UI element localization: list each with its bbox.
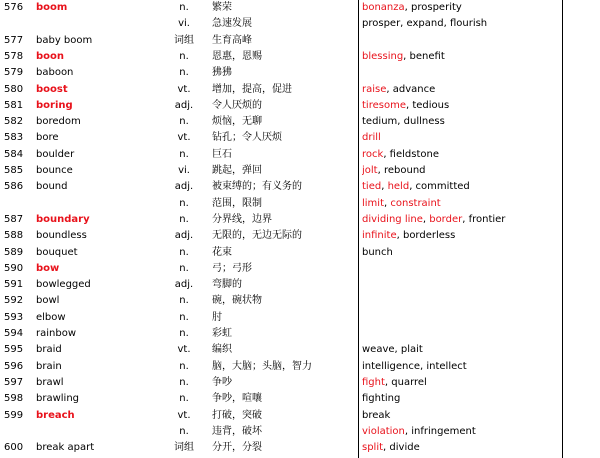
entry-number: 583 <box>4 132 24 144</box>
entry-number: 578 <box>4 50 24 62</box>
entry-number: 597 <box>4 376 24 388</box>
synonym-highlighted: drill <box>362 132 381 144</box>
english-synonyms <box>362 228 598 244</box>
synonym-highlighted: split <box>362 442 384 454</box>
headword: boredom <box>36 116 81 128</box>
synonym-text: prosper, expand, flourish <box>362 18 488 30</box>
entry-number: 596 <box>4 360 24 372</box>
chinese-meaning: 范围，限制 <box>212 197 262 209</box>
synonym-highlighted: tied <box>362 181 382 193</box>
chinese-meaning: 巨石 <box>212 148 232 160</box>
part-of-speech: n. <box>179 262 189 274</box>
table-row <box>0 408 600 424</box>
synonym-text: , <box>384 197 391 209</box>
headword: bowlegged <box>36 279 91 291</box>
headword: brawl <box>36 376 64 388</box>
synonym-text: , frontier <box>462 213 506 225</box>
synonym-highlighted: violation <box>362 425 405 437</box>
headword: brawling <box>36 393 80 405</box>
english-synonyms <box>362 33 598 49</box>
synonym-text: , quarrel <box>384 376 427 388</box>
english-synonyms <box>362 147 598 163</box>
headword: breach <box>36 409 75 421</box>
table-row <box>0 310 600 326</box>
table-row <box>0 261 600 277</box>
chinese-meaning: 分界线，边界 <box>212 213 272 225</box>
headword: boon <box>36 50 65 62</box>
synonym-text: fighting <box>362 393 401 405</box>
synonym-text: , tedious <box>405 99 450 111</box>
entry-number: 599 <box>4 409 24 421</box>
synonym-highlighted: constraint <box>390 197 441 209</box>
part-of-speech: vi. <box>178 18 190 30</box>
table-row <box>0 147 600 163</box>
part-of-speech: n. <box>179 295 189 307</box>
entry-number: 580 <box>4 83 24 95</box>
chinese-meaning: 无限的，无边无际的 <box>212 230 302 242</box>
entry-number <box>4 16 30 32</box>
entry-number: 600 <box>4 442 24 454</box>
english-synonyms <box>362 342 598 358</box>
table-row <box>0 359 600 375</box>
english-synonyms <box>362 16 598 32</box>
entry-number: 582 <box>4 116 24 128</box>
entry-number: 576 <box>4 2 24 13</box>
entry-number: 588 <box>4 230 24 242</box>
synonym-text: bunch <box>362 246 393 258</box>
synonym-text: , fieldstone <box>383 148 439 160</box>
chinese-meaning: 脑，大脑；头脑，智力 <box>212 360 312 372</box>
synonym-text: break <box>362 409 391 421</box>
synonym-text: , benefit <box>403 50 445 62</box>
part-of-speech: vt. <box>177 409 191 421</box>
chinese-meaning: 钻孔；令人厌烦 <box>212 132 282 144</box>
chinese-meaning: 肘 <box>212 311 222 323</box>
part-of-speech: n. <box>179 148 189 160</box>
synonym-text: , <box>422 213 430 225</box>
part-of-speech: 词组 <box>174 442 194 454</box>
chinese-meaning: 编织 <box>212 344 232 356</box>
part-of-speech: n. <box>179 50 189 62</box>
chinese-meaning: 急速发展 <box>212 18 252 30</box>
table-row <box>0 65 600 81</box>
table-row <box>0 440 600 456</box>
headword: rainbow <box>36 328 76 339</box>
entry-number: 594 <box>4 328 24 339</box>
table-row <box>0 212 600 228</box>
table-row <box>0 98 600 114</box>
part-of-speech: n. <box>179 67 189 79</box>
synonym-text: , <box>381 181 388 193</box>
part-of-speech: vt. <box>177 132 191 144</box>
english-synonyms <box>362 408 598 424</box>
chinese-meaning: 碗，碗状物 <box>212 295 262 307</box>
synonym-highlighted: rock <box>362 148 384 160</box>
synonym-text: , rebound <box>377 165 426 176</box>
headword: break apart <box>36 442 95 454</box>
entry-number: 598 <box>4 393 24 405</box>
entry-number: 585 <box>4 165 24 176</box>
headword <box>36 424 158 440</box>
synonym-text: , prosperity <box>404 2 462 13</box>
table-row <box>0 179 600 195</box>
headword: boundary <box>36 213 90 225</box>
english-synonyms <box>362 130 598 146</box>
part-of-speech: n. <box>179 311 189 323</box>
entry-number: 589 <box>4 246 24 258</box>
table-row <box>0 245 600 261</box>
part-of-speech: n. <box>179 2 189 13</box>
english-synonyms <box>362 196 598 212</box>
synonym-text: weave, plait <box>362 344 423 356</box>
english-synonyms <box>362 0 598 16</box>
part-of-speech: adj. <box>174 230 194 242</box>
english-synonyms <box>362 375 598 391</box>
part-of-speech: adj. <box>174 99 194 111</box>
synonym-highlighted: raise <box>362 83 387 95</box>
synonym-text: , advance <box>386 83 436 95</box>
part-of-speech: n. <box>179 360 189 372</box>
part-of-speech: vi. <box>178 165 190 176</box>
english-synonyms <box>362 82 598 98</box>
headword: boost <box>36 83 68 95</box>
english-synonyms <box>362 261 598 277</box>
entry-number: 581 <box>4 99 24 111</box>
table-row <box>0 228 600 244</box>
chinese-meaning: 分开，分裂 <box>212 442 262 454</box>
chinese-meaning: 打破，突破 <box>212 409 262 421</box>
chinese-meaning: 狒狒 <box>212 67 232 79</box>
entry-number <box>4 424 30 440</box>
table-row <box>0 130 600 146</box>
table-row <box>0 326 600 342</box>
synonym-highlighted: tiresome <box>362 99 406 111</box>
english-synonyms <box>362 114 598 130</box>
synonym-text: , borderless <box>396 230 456 242</box>
table-row <box>0 33 600 49</box>
part-of-speech: adj. <box>174 279 194 291</box>
table-row <box>0 49 600 65</box>
entry-number: 595 <box>4 344 24 356</box>
chinese-meaning: 弯脚的 <box>212 279 242 291</box>
chinese-meaning: 彩虹 <box>212 328 232 339</box>
entry-number: 592 <box>4 295 24 307</box>
headword: bore <box>36 132 59 144</box>
part-of-speech: n. <box>179 425 189 437</box>
headword: braid <box>36 344 62 356</box>
part-of-speech: vt. <box>177 344 191 356</box>
entry-number: 590 <box>4 262 24 274</box>
table-row <box>0 342 600 358</box>
chinese-meaning: 弓；弓形 <box>212 262 252 274</box>
chinese-meaning: 烦恼，无聊 <box>212 116 262 128</box>
chinese-meaning: 花束 <box>212 246 232 258</box>
synonym-highlighted: jolt <box>362 165 378 176</box>
chinese-meaning: 生育高峰 <box>212 34 252 46</box>
synonym-highlighted: border <box>429 213 463 225</box>
synonym-text: , divide <box>383 442 420 454</box>
entry-number <box>4 196 30 212</box>
headword: boom <box>36 2 68 13</box>
english-synonyms <box>362 277 598 293</box>
synonym-highlighted: infinite <box>362 230 397 242</box>
english-synonyms <box>362 163 598 179</box>
part-of-speech: n. <box>179 246 189 258</box>
table-row <box>0 277 600 293</box>
entry-number: 587 <box>4 213 24 225</box>
headword: baboon <box>36 67 74 79</box>
table-row <box>0 293 600 309</box>
entry-number: 593 <box>4 311 24 323</box>
english-synonyms <box>362 98 598 114</box>
headword: boulder <box>36 148 75 160</box>
headword: bowl <box>36 295 60 307</box>
part-of-speech: vt. <box>177 83 191 95</box>
table-row <box>0 163 600 179</box>
headword <box>36 196 158 212</box>
table-row <box>0 391 600 407</box>
chinese-meaning: 违背，破坏 <box>212 425 262 437</box>
english-synonyms <box>362 212 598 228</box>
chinese-meaning: 繁荣 <box>212 2 232 13</box>
part-of-speech: n. <box>179 328 189 339</box>
synonym-highlighted: bonanza <box>362 2 405 13</box>
table-row <box>0 424 600 440</box>
synonym-highlighted: dividing line <box>362 213 423 225</box>
part-of-speech: n. <box>179 393 189 405</box>
english-synonyms <box>362 359 598 375</box>
synonym-text: , committed <box>409 181 470 193</box>
entry-number: 584 <box>4 148 24 160</box>
table-row <box>0 16 600 32</box>
table-row <box>0 375 600 391</box>
table-row <box>0 82 600 98</box>
synonym-text: intelligence, intellect <box>362 360 467 372</box>
headword: bounce <box>36 165 73 176</box>
english-synonyms <box>362 424 598 440</box>
part-of-speech: n. <box>179 213 189 225</box>
headword: boundless <box>36 230 87 242</box>
headword: baby boom <box>36 34 93 46</box>
chinese-meaning: 被束缚的；有义务的 <box>212 181 302 193</box>
headword <box>36 16 158 32</box>
table-row <box>0 0 600 16</box>
english-synonyms <box>362 326 598 342</box>
english-synonyms <box>362 65 598 81</box>
headword: brain <box>36 360 62 372</box>
table-row <box>0 114 600 130</box>
entry-number: 579 <box>4 67 24 79</box>
chinese-meaning: 跳起，弹回 <box>212 165 262 176</box>
chinese-meaning: 令人厌烦的 <box>212 99 262 111</box>
table-row <box>0 196 600 212</box>
english-synonyms <box>362 293 598 309</box>
part-of-speech: 词组 <box>174 34 194 46</box>
part-of-speech: n. <box>179 116 189 128</box>
english-synonyms <box>362 391 598 407</box>
chinese-meaning: 增加，提高，促进 <box>212 83 292 95</box>
part-of-speech: n. <box>179 197 189 209</box>
chinese-meaning: 争吵，喧嚷 <box>212 393 262 405</box>
chinese-meaning: 恩惠，恩赐 <box>212 50 262 62</box>
part-of-speech: n. <box>179 376 189 388</box>
synonym-text: , infringement <box>404 425 476 437</box>
synonym-highlighted: limit <box>362 197 384 209</box>
synonym-highlighted: blessing <box>362 50 404 62</box>
english-synonyms <box>362 310 598 326</box>
part-of-speech: adj. <box>174 181 194 193</box>
english-synonyms <box>362 49 598 65</box>
synonym-highlighted: fight <box>362 376 385 388</box>
headword: bow <box>36 262 60 274</box>
english-synonyms <box>362 245 598 261</box>
english-synonyms <box>362 179 598 195</box>
entry-number: 591 <box>4 279 24 291</box>
headword: boring <box>36 99 73 111</box>
synonym-highlighted: held <box>387 181 410 193</box>
english-synonyms <box>362 440 598 456</box>
entry-number: 586 <box>4 181 24 193</box>
entry-number: 577 <box>4 34 24 46</box>
headword: bound <box>36 181 68 193</box>
headword: bouquet <box>36 246 78 258</box>
headword: elbow <box>36 311 66 323</box>
chinese-meaning: 争吵 <box>212 376 232 388</box>
synonym-text: tedium, dullness <box>362 116 445 128</box>
